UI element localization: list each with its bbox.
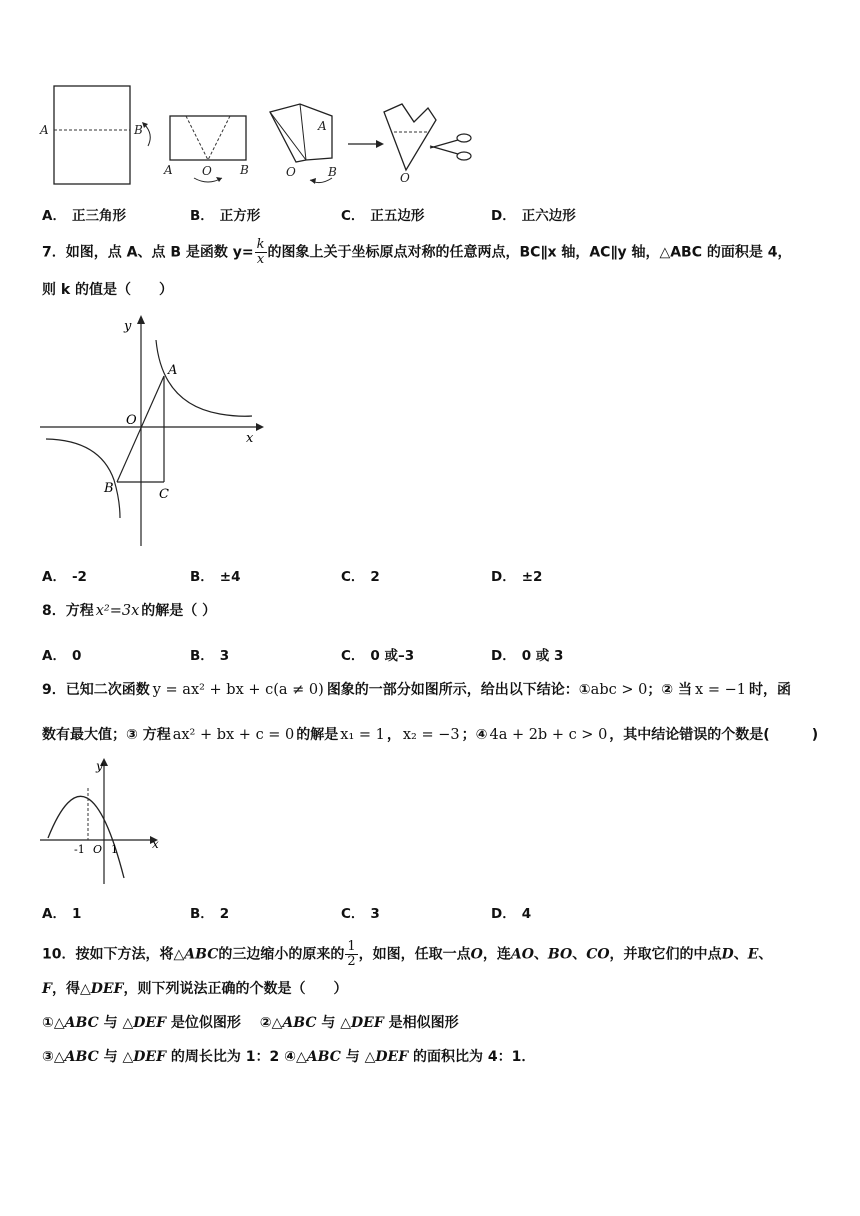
q10-statements-3-4: ③△ABC 与 △DEF 的周长比为 1：2 ④△ABC 与 △DEF 的面积比为 4：1．	[42, 1049, 536, 1065]
q9-option-b[interactable]: B． 2	[190, 906, 230, 922]
fold-step4-label-o: O	[400, 171, 410, 185]
q9-label-y: y	[96, 759, 103, 773]
q9-parabola-figure	[38, 756, 168, 888]
q7-label-b: B	[104, 481, 114, 496]
q7-stem-line1: 7．如图，点 A、点 B 是函数 y= $\frac{k}{x}$ 的图象上关于坐标原点对称的任意两点，BC∥x 轴，AC∥y 轴，△ABC 的面积是 4，	[42, 237, 792, 267]
fold-step1-label-a: A	[40, 123, 49, 137]
fold-step1-arrow	[144, 124, 150, 146]
q7-curve-quadrant1	[156, 340, 252, 416]
q9-option-a[interactable]: A． 1	[42, 906, 82, 922]
q9-option-c[interactable]: C． 3	[341, 906, 380, 922]
folding-figure	[36, 78, 486, 190]
q8-option-d[interactable]: D． 0 或 3	[491, 648, 564, 664]
q7-label-a: A	[168, 363, 178, 378]
fold-step1-rect	[54, 86, 130, 184]
q8-option-c[interactable]: C． 0 或–3	[341, 648, 415, 664]
fold-step3-label-o: O	[286, 165, 296, 179]
q6-option-c[interactable]: C． 正五边形	[341, 208, 425, 224]
scissors-icon	[430, 134, 471, 160]
q6-option-b[interactable]: B． 正方形	[190, 208, 261, 224]
fold-step4-shape	[384, 104, 436, 170]
q8-stem: 8．方程 x²=3x 的解是（ ）	[42, 603, 217, 619]
q9-label-o: O	[93, 843, 103, 856]
fold-step2-label-a: A	[164, 163, 173, 177]
q6-option-d[interactable]: D． 正六边形	[491, 208, 576, 224]
fold-step3-label-a: A	[318, 119, 327, 133]
q7-label-o: O	[126, 413, 137, 428]
q7-label-c: C	[159, 487, 169, 502]
q9-label-x: x	[152, 837, 159, 851]
q8-option-b[interactable]: B． 3	[190, 648, 230, 664]
q7-option-a[interactable]: A． -2	[42, 569, 87, 585]
fold-step1-label-b: B	[134, 123, 143, 137]
q9-stem-line1: 9．已知二次函数 y = ax² + bx + c(a ≠ 0) 图象的一部分如图所示，给出以下结论：①abc > 0；② 当 x = −1 时，函	[42, 682, 791, 698]
fold-step2-rect	[170, 116, 246, 160]
fold-step3-label-b: B	[328, 165, 337, 179]
q9-option-d[interactable]: D． 4	[491, 906, 532, 922]
fold-step2-label-o: O	[202, 164, 212, 178]
q7-curve-quadrant3	[46, 439, 120, 518]
q7-stem-line2: 则 k 的值是（ ）	[42, 282, 174, 298]
q9-stem-line2: 数有最大值；③ 方程 ax² + bx + c = 0 的解是 x₁ = 1 ， x₂ = −3 ；④ 4a + 2b + c > 0 ，其中结论错误的个数是( )	[42, 727, 819, 743]
q10-statements-1-2: ①△ABC 与 △DEF 是位似图形 ②△ABC 与 △DEF 是相似图形	[42, 1015, 459, 1031]
q10-stem-line2: F，得△DEF，则下列说法正确的个数是（ ）	[42, 981, 348, 997]
q7-label-y: y	[124, 319, 132, 334]
q7-label-x: x	[246, 431, 254, 446]
q6-option-a[interactable]: A． 正三角形	[42, 208, 126, 224]
q8-option-a[interactable]: A． 0	[42, 648, 82, 664]
q7-option-c[interactable]: C． 2	[341, 569, 380, 585]
fold-step2-label-b: B	[240, 163, 249, 177]
q10-stem-line1: 10．按如下方法，将△ABC的三边缩小的原来的 $\frac{1}{2}$ ，如图，任取一点O，连AO、BO、CO，并取它们的中点D、E、	[42, 939, 773, 969]
q9-parabola	[48, 796, 124, 878]
q9-label-1: 1	[111, 843, 118, 856]
q9-label-neg1: -1	[74, 843, 85, 856]
q7-hyperbola-figure	[38, 312, 268, 550]
q7-option-b[interactable]: B． ±4	[190, 569, 241, 585]
q7-option-d[interactable]: D． ±2	[491, 569, 543, 585]
